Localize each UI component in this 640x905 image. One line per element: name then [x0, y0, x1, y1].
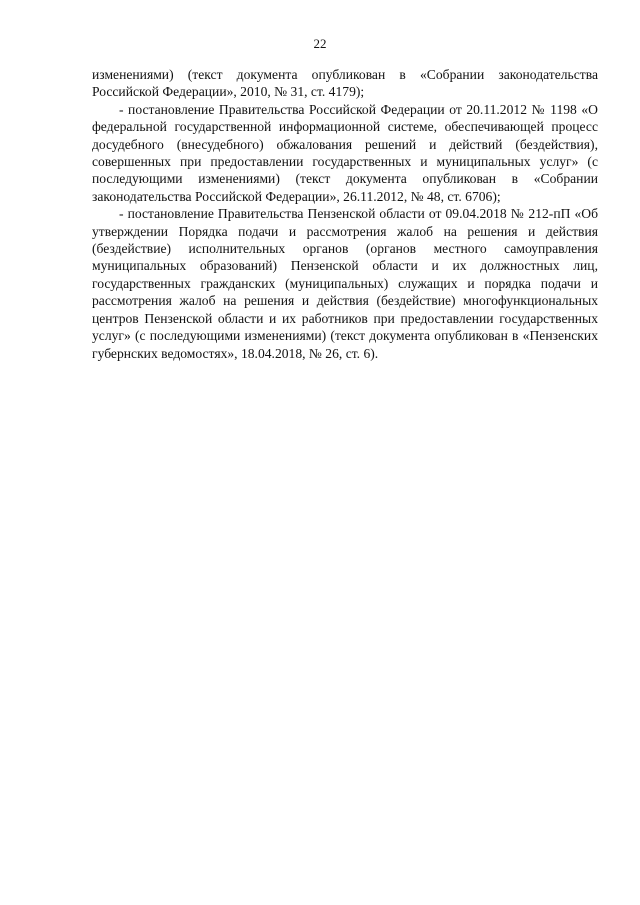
document-body — [92, 66, 598, 362]
paragraph-federal-resolution-1198: - постановление Правительства Российской Федерации от 20.11.2012 № 1198 «О федеральной государственной информационной системе, обеспечивающей процесс досудебного (внесудебного) обжалования решений и действий (бездействия), совершенных при предоставлении государственных и муниципальных услуг» (с последующими изменениями) (текст документа опубликован в «Собрании законодательства Российской Федерации», 26.11.2012, № 48, ст. 6706); — [92, 101, 598, 204]
paragraph-continuation: изменениями) (текст документа опубликован в «Собрании законодательства Российской Федерации», 2010, № 31, ст. 4179); — [92, 67, 598, 100]
page-number: 22 — [313, 36, 327, 51]
paragraph-penza-resolution-212: - постановление Правительства Пензенской области от 09.04.2018 № 212-пП «Об утверждении Порядка подачи и рассмотрения жалоб на решения и действия (бездействие) исполнительных органов (органов местного самоуправления муниципальных образований) Пензенской области и их должностных лиц, государственных гражданских (муниципальных) служащих и порядка подачи и рассмотрения жалоб на решения и действия (бездействие) многофункциональных центров Пензенской области и их работников при предоставлении государственных услуг» (с последующими изменениями) (текст документа опубликован в «Пензенских губернских ведомостях», 18.04.2018, № 26, ст. 6). — [92, 206, 598, 361]
